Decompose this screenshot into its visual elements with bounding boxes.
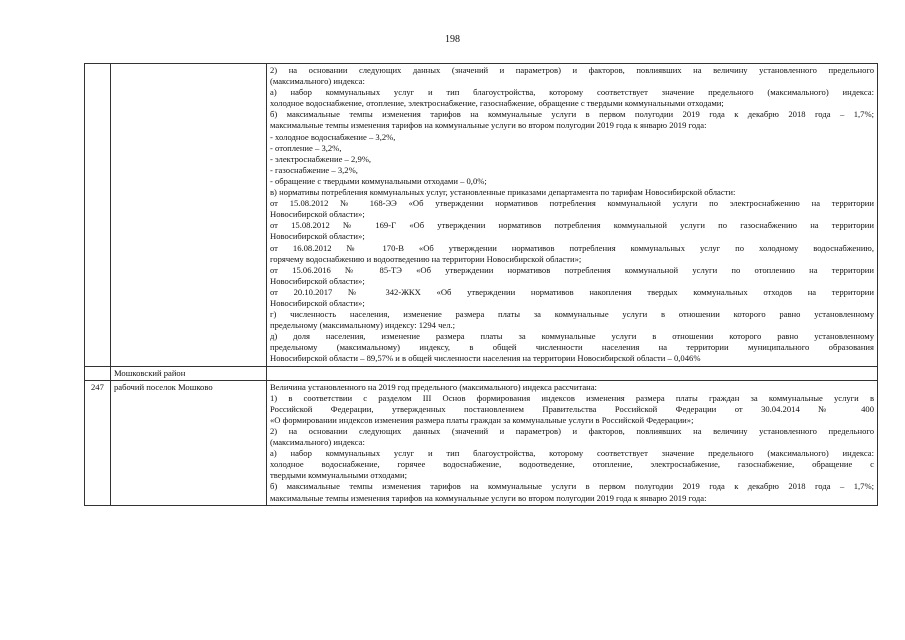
row-number-cell: 247: [85, 380, 111, 505]
text-line: - холодное водоснабжение – 3,2%,: [270, 131, 396, 142]
text-line: максимальные темпы изменения тарифов на коммунальные услуги во втором полугодии 2019 года к январю 2019 года:: [270, 492, 707, 503]
text-line: - обращение с твердыми коммунальными отходами – 0,0%;: [270, 175, 487, 186]
row-number-cell: [85, 64, 111, 367]
row-number-cell: [85, 366, 111, 380]
text-line: Новосибирской области – 89,57% и в общей численности населения на территории Новосибирской области – 0,046%: [270, 353, 701, 364]
text-line: максимальные темпы изменения тарифов на коммунальные услуги во втором полугодии 2019 года к январю 2019 года:: [270, 120, 707, 131]
text-line: от 16.08.2012 № 170-В «Об утверждении нормативов потребления коммунальных услуг по холодному водоснабжению,: [270, 242, 874, 253]
text-line: 2) на основании следующих данных (значений и параметров) и факторов, повлиявших на величину установленного предельного: [270, 426, 874, 436]
table-row: [85, 380, 878, 505]
text-line: г) численность населения, изменение размера платы за коммунальные услуги в отношении которого равно установленному: [270, 309, 874, 320]
district-name-cell: Мошковский район: [111, 366, 267, 380]
text-line: Новосибирской области»;: [270, 275, 365, 286]
text-line: Новосибирской области»;: [270, 297, 365, 308]
text-line: Величина установленного на 2019 год предельного (максимального) индекса рассчитана:: [270, 381, 597, 392]
calculation-text-cell: [267, 64, 878, 367]
text-line: - отопление – 3,2%,: [270, 142, 342, 153]
text-line: в) нормативы потребления коммунальных услуг, установленные приказами департамента по тарифам Новосибирской области:: [270, 187, 736, 198]
text-line: от 20.10.2017 № 342-ЖКХ «Об утверждении нормативов накопления твердых коммунальных отходов на территории: [270, 286, 874, 297]
text-line: (максимального) индекса:: [270, 76, 365, 87]
index-table: [84, 63, 878, 506]
text-line: от 15.08.2012 № 169-Г «Об утверждении нормативов потребления коммунальной услуги по газоснабжению на территории: [270, 220, 874, 231]
text-line: д) доля населения, изменение размера платы за коммунальные услуги в отношении которого равно установленному: [270, 331, 874, 342]
text-line: от 15.06.2016 № 85-ТЭ «Об утверждении нормативов потребления коммунальной услуги по отоплению на территории: [270, 264, 874, 275]
text-line: б) максимальные темпы изменения тарифов на коммунальные услуги в первом полугодии 2019 года к декабрю 2018 года – 1,7%;: [270, 481, 874, 492]
text-line: б) максимальные темпы изменения тарифов на коммунальные услуги в первом полугодии 2019 года к декабрю 2018 года – 1,7%;: [270, 109, 874, 120]
text-line: твердыми коммунальными отходами;: [270, 470, 407, 481]
table-row: [85, 366, 878, 380]
text-line: - газоснабжение – 3,2%,: [270, 164, 358, 175]
text-line: (максимального) индекса:: [270, 437, 365, 448]
text-line: Новосибирской области»;: [270, 209, 365, 220]
municipality-cell: рабочий поселок Мошково: [111, 380, 267, 505]
text-line: 2) на основании следующих данных (значений и параметров) и факторов, повлиявших на величину установленного предельного: [270, 65, 874, 75]
text-line: горячему водоснабжению и водоотведению на территории Новосибирской области»;: [270, 253, 582, 264]
text-line: 1) в соответствии с разделом III Основ формирования индексов изменения размера платы граждан за коммунальные услуги в: [270, 392, 874, 403]
calculation-text-cell: [267, 366, 878, 380]
text-line: предельному (максимальному) индексу, в общей численности населения на территории муниципального образования: [270, 342, 874, 353]
text-line: а) набор коммунальных услуг и тип благоустройства, которому соответствует значение предельного (максимального) индекса:: [270, 87, 874, 98]
table-row: [85, 64, 878, 367]
page-number: 198: [445, 34, 460, 45]
calculation-text-cell: [267, 380, 878, 505]
text-line: предельному (максимальному) индексу: 1294 чел.;: [270, 320, 456, 331]
text-line: - электроснабжение – 2,9%,: [270, 153, 372, 164]
text-line: холодное водоснабжение, горячее водоснабжение, водоотведение, отопление, электроснабжение, газоснабжение, обращение с: [270, 459, 874, 470]
text-line: Новосибирской области»;: [270, 231, 365, 242]
text-line: «О формировании индексов изменения размера платы граждан за коммунальные услуги в Российской Федерации»;: [270, 414, 694, 425]
text-line: а) набор коммунальных услуг и тип благоустройства, которому соответствует значение предельного (максимального) индекса:: [270, 448, 874, 459]
municipality-cell: [111, 64, 267, 367]
text-line: Российской Федерации, утвержденных постановлением Правительства Российской Федерации от 30.04.2014 № 400: [270, 403, 874, 414]
text-line: от 15.08.2012 № 168-ЭЭ «Об утверждении нормативов потребления коммунальной услуги по электроснабжению на территории: [270, 198, 874, 209]
text-line: холодное водоснабжение, отопление, электроснабжение, газоснабжение, обращение с твердыми коммунальными отходами;: [270, 98, 724, 109]
